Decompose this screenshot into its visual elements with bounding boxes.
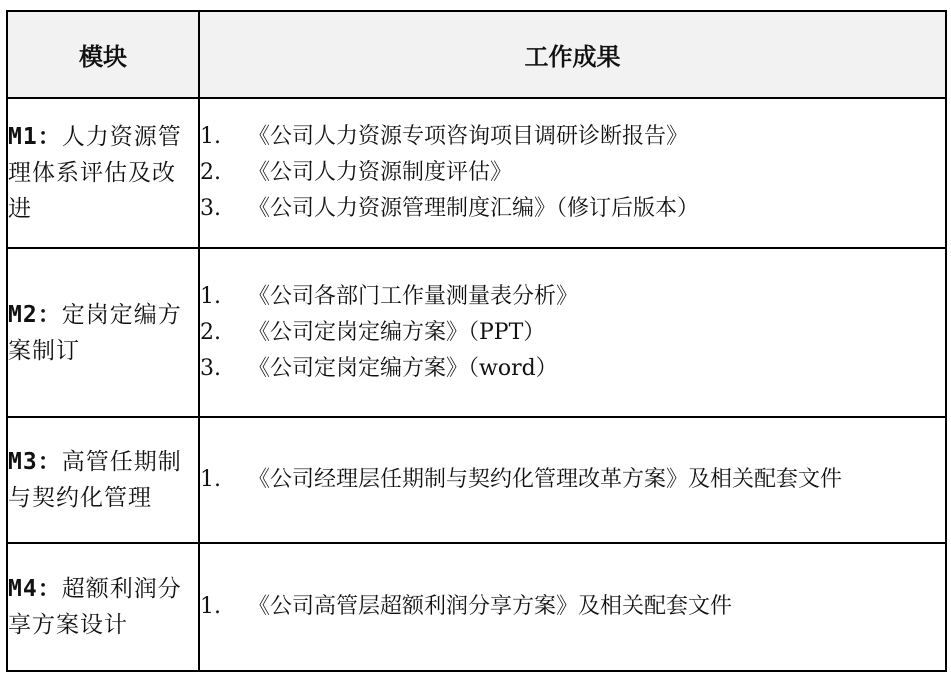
item-text: 《公司人力资源制度评估》 xyxy=(248,160,513,185)
module-title: 定岗定编方案制订 xyxy=(8,301,182,364)
table-row xyxy=(7,543,946,671)
item-text: 《公司人力资源专项咨询项目调研诊断报告》 xyxy=(248,124,689,149)
list-item xyxy=(200,462,945,498)
item-text: 《公司经理层任期制与契约化管理改革方案》及相关配套文件 xyxy=(248,467,843,492)
item-text: 《公司高管层超额利润分享方案》及相关配套文件 xyxy=(248,594,733,619)
result-list xyxy=(200,589,945,625)
item-number: 3. xyxy=(200,355,221,381)
result-cell xyxy=(199,98,946,248)
module-code: M2： xyxy=(8,301,62,328)
result-cell xyxy=(199,417,946,543)
list-item xyxy=(200,589,945,625)
header-row xyxy=(7,11,946,98)
result-cell xyxy=(199,543,946,671)
table-row xyxy=(7,417,946,543)
list-item xyxy=(200,119,945,155)
item-number: 1. xyxy=(200,124,221,149)
table-row xyxy=(7,248,946,417)
item-number: 2. xyxy=(200,160,221,185)
item-number: 3. xyxy=(200,196,221,221)
item-text: 《公司各部门工作量测量表分析》 xyxy=(248,283,579,309)
module-title: 高管任期制与契约化管理 xyxy=(8,449,182,511)
module-code: M1： xyxy=(8,124,62,150)
result-list xyxy=(200,119,945,227)
module-title: 人力资源管理体系评估及改进 xyxy=(8,124,182,222)
header-module: 模块 xyxy=(7,11,199,98)
module-cell xyxy=(7,248,199,417)
result-list xyxy=(200,462,945,498)
module-cell xyxy=(7,543,199,671)
item-text: 《公司定岗定编方案》（PPT） xyxy=(248,319,546,345)
module-results-table xyxy=(6,10,947,672)
module-title: 超额利润分享方案设计 xyxy=(8,576,182,638)
result-cell xyxy=(199,248,946,417)
table-row xyxy=(7,98,946,248)
list-item xyxy=(200,315,945,351)
item-number: 1. xyxy=(200,283,221,309)
module-cell xyxy=(7,98,199,248)
item-number: 1. xyxy=(200,467,221,492)
item-text: 《公司定岗定编方案》（word） xyxy=(248,355,558,381)
item-number: 2. xyxy=(200,319,221,345)
header-result: 工作成果 xyxy=(199,11,946,98)
module-cell xyxy=(7,417,199,543)
result-list xyxy=(200,279,945,387)
item-number: 1. xyxy=(200,594,221,619)
item-text: 《公司人力资源管理制度汇编》（修订后版本） xyxy=(248,196,700,221)
list-item xyxy=(200,191,945,227)
list-item xyxy=(200,279,945,315)
module-code: M3： xyxy=(8,449,62,475)
list-item xyxy=(200,155,945,191)
list-item xyxy=(200,351,945,387)
module-code: M4： xyxy=(8,576,62,602)
